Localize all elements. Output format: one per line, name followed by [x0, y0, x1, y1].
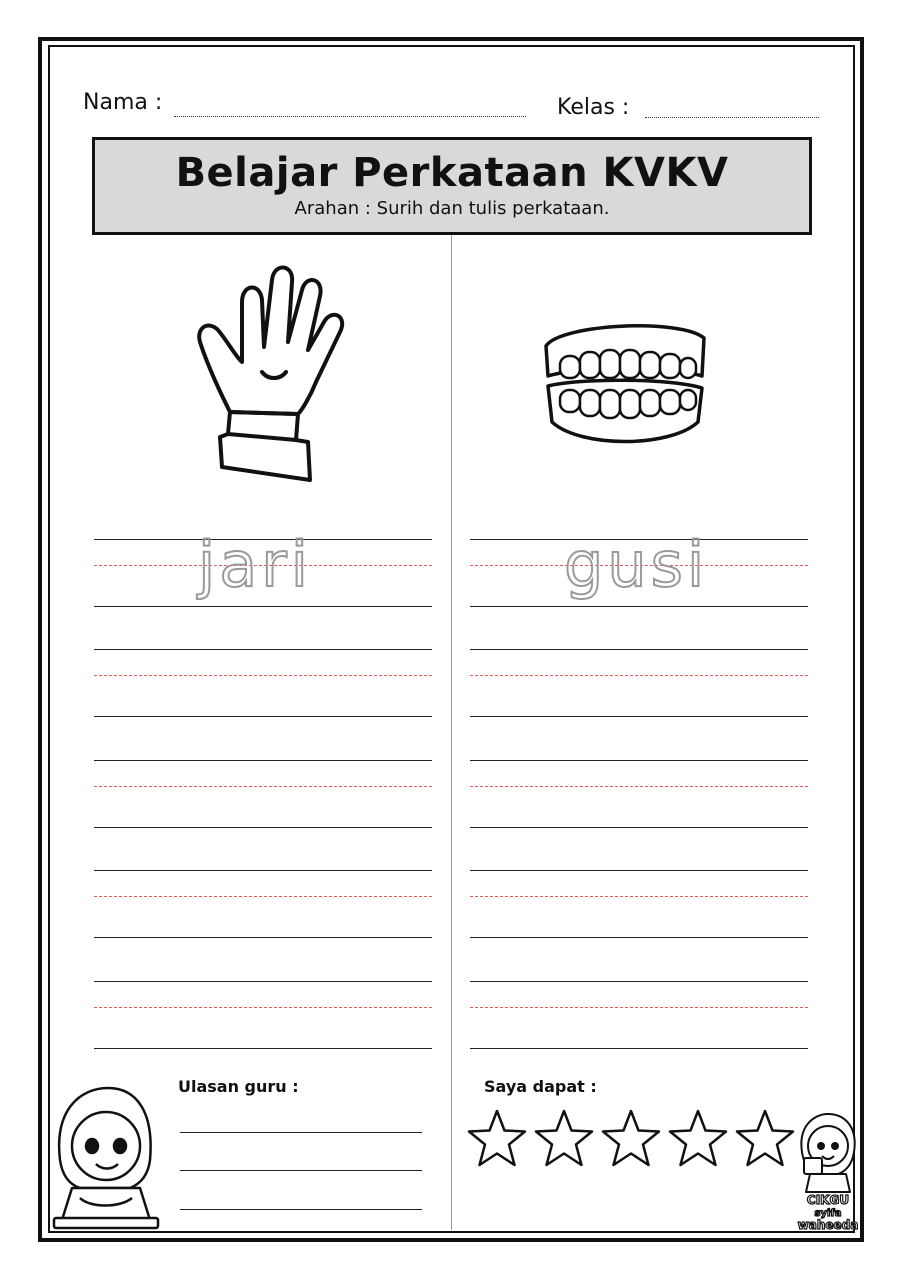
star-2-icon[interactable] — [533, 1108, 595, 1170]
star-5-icon[interactable] — [734, 1108, 796, 1170]
nama-label: Nama : — [83, 90, 163, 115]
title-box — [92, 137, 812, 235]
star-1-icon[interactable] — [466, 1108, 528, 1170]
self-rating-label: Saya dapat : — [484, 1077, 597, 1096]
trace-word-left: jari — [198, 528, 312, 601]
instruction-text: Arahan : Surih dan tulis perkataan. — [294, 198, 610, 219]
kelas-label: Kelas : — [557, 95, 630, 120]
hand-icon — [190, 262, 350, 484]
column-divider — [451, 235, 452, 1230]
teeth-icon — [540, 318, 710, 446]
brand-logo-icon — [794, 1112, 862, 1234]
nama-field[interactable] — [174, 116, 526, 117]
svg-text:CIKGU: CIKGU — [806, 1193, 850, 1207]
star-3-icon[interactable] — [600, 1108, 662, 1170]
star-rating[interactable] — [466, 1108, 796, 1172]
page-title: Belajar Perkataan KVKV — [175, 150, 729, 196]
teacher-comment-label: Ulasan guru : — [178, 1077, 299, 1096]
svg-text:waheeda: waheeda — [797, 1218, 859, 1232]
girl-illustration-icon — [50, 1080, 162, 1230]
trace-word-right: gusi — [564, 528, 709, 601]
svg-text:syifa: syifa — [814, 1208, 842, 1219]
kelas-field[interactable] — [645, 117, 819, 118]
star-4-icon[interactable] — [667, 1108, 729, 1170]
